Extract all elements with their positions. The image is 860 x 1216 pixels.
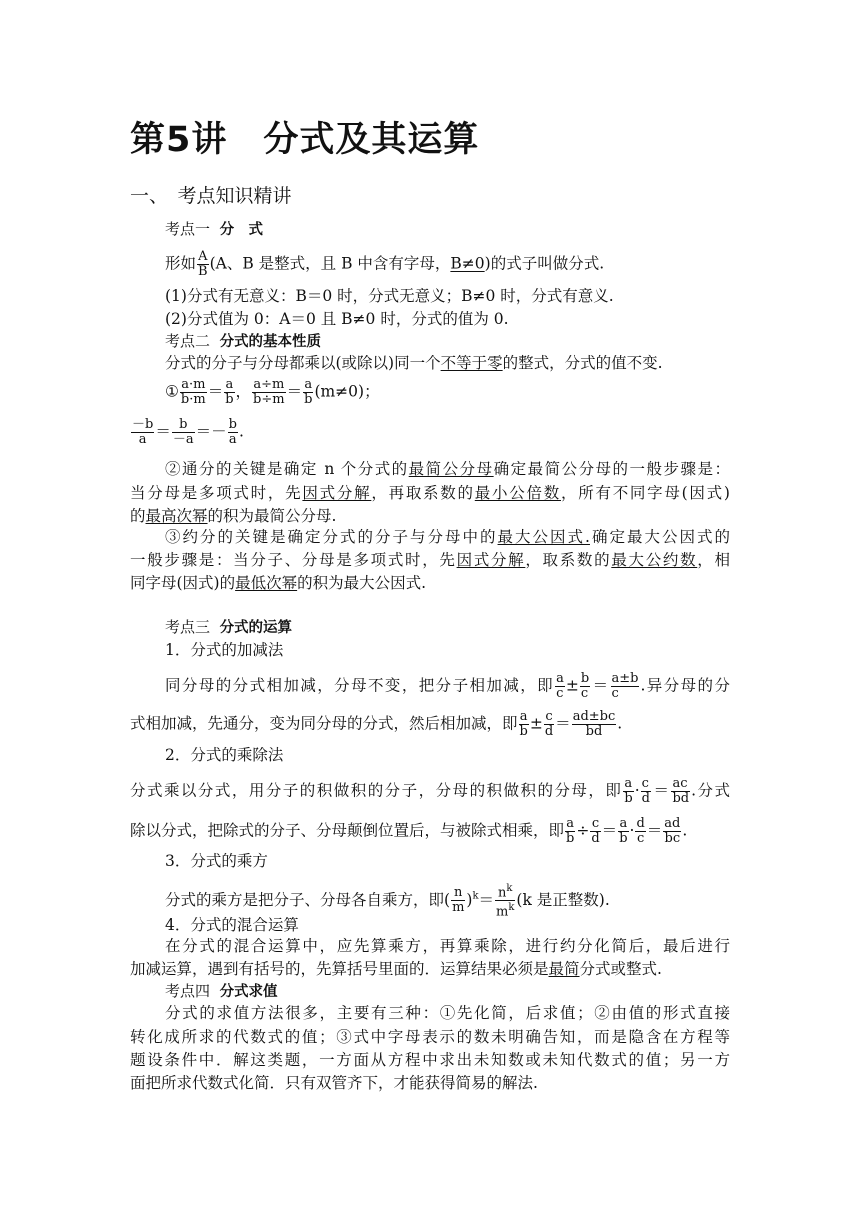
fraction — [635, 817, 645, 846]
equals: ＝ — [478, 890, 495, 909]
kp2-p2-line2 — [130, 483, 730, 503]
frac-den: d — [544, 724, 554, 739]
text: .异分母的分 — [640, 676, 730, 695]
kp3-div-line — [130, 817, 730, 846]
equals: ＝ — [646, 821, 663, 840]
fraction — [590, 817, 600, 846]
exponent: k — [472, 890, 479, 902]
times: · — [634, 781, 640, 800]
equals: ＝ — [286, 382, 303, 401]
fraction — [180, 378, 207, 407]
frac-num: a — [566, 816, 575, 831]
kp1-def-post: )的式子叫做分式. — [484, 254, 605, 273]
frac-num: a — [225, 377, 234, 392]
fraction — [671, 777, 690, 806]
kp3-sub-2: 2．分式的乘除法 — [165, 746, 284, 764]
kp4-label: 考点四 — [165, 982, 211, 1000]
frac-num: A — [198, 249, 208, 264]
frac-den: c — [636, 831, 645, 846]
frac-den: B — [198, 264, 208, 279]
text: 式相加减，先通分，变为同分母的分式，然后相加减，即 — [130, 714, 518, 733]
circle-number-1: ① — [165, 382, 179, 401]
kp2-p1-post: 的整式，分式的值不变. — [502, 354, 663, 372]
equals: ＝ — [555, 714, 571, 733]
plus-minus: ± — [565, 676, 579, 695]
text-run: 的 — [130, 507, 146, 525]
frac-den: a — [228, 432, 237, 447]
condition: (m≠0)； — [314, 382, 380, 401]
underlined-term: 最小公倍数 — [474, 484, 561, 502]
kp2-p1-pre: 分式的分子与分母都乘以(或除以)同一个 — [165, 354, 441, 372]
fraction — [172, 418, 195, 447]
frac-den: b·m — [180, 392, 206, 407]
divide: ÷ — [576, 821, 590, 840]
frac-den: c — [580, 686, 589, 701]
frac-den: b — [225, 392, 234, 407]
fraction — [495, 882, 515, 920]
fraction — [228, 418, 238, 447]
frac-den: －a — [172, 432, 194, 447]
fraction — [303, 378, 313, 407]
kp3-power-line: 分式的乘方是把分子、分母各自乘方，即( $\frac{n}{m}$ )$^k$＝ $\frac{n^k}{m^k}$ (k 是正整数). — [165, 883, 610, 920]
text-run: ，所有不同字母(因式) — [560, 484, 730, 502]
fraction — [519, 710, 529, 739]
underlined-term: 最大公约数 — [611, 551, 698, 569]
kp3-heading — [165, 617, 730, 638]
frac-den: b — [619, 831, 628, 846]
frac-num: c — [591, 816, 600, 831]
kp3-add-line1 — [165, 672, 730, 701]
kp2-label: 考点二 — [165, 332, 211, 350]
plus-minus: ± — [529, 714, 543, 733]
kp3-add-line2 — [130, 710, 730, 739]
kp1-def-mid: (A、B 是整式，且 B 中含有字母， — [209, 254, 451, 273]
text-run: 的积为最简公分母. — [207, 507, 337, 525]
kp3-mixed-line2 — [130, 959, 730, 979]
kp4-line2: 转化成所求的代数式的值；③式中字母表示的数未明确告知，而是隐含在方程等 — [130, 1028, 730, 1046]
text-run: ，取系数的 — [525, 551, 612, 569]
text-run: ②通分的关键是确定 n 个分式的 — [165, 460, 409, 478]
fraction — [663, 817, 681, 846]
frac-den: c — [611, 686, 619, 701]
kp4-name: 分式求值 — [219, 984, 278, 1000]
frac-num: ad±bc — [572, 709, 616, 724]
times: · — [629, 821, 635, 840]
base: n — [498, 885, 507, 901]
kp3-mixed-line1: 在分式的混合运算中，应先算乘方，再算乘除，进行约分化简后，最后进行 — [165, 937, 730, 955]
frac-num: －b — [132, 417, 154, 432]
frac-num: d — [636, 816, 645, 831]
kp2-name: 分式的基本性质 — [219, 334, 322, 350]
period: . — [682, 821, 688, 840]
underlined-term: 因式分解 — [302, 484, 372, 502]
kp2-p2-line1 — [165, 459, 730, 479]
fraction — [544, 710, 554, 739]
text: 同分母的分式相加减，分母不变，把分子相加减，即 — [165, 676, 555, 695]
frac-num: a — [304, 377, 313, 392]
frac-num: a÷m — [253, 377, 285, 392]
fraction — [252, 378, 286, 407]
kp2-p1-underline: 不等于零 — [440, 354, 503, 372]
fraction — [224, 378, 234, 407]
frac-den: bd — [672, 791, 690, 806]
text-run: 当分母是多项式时，先 — [130, 484, 303, 502]
underlined-term: 最低次幂 — [235, 574, 298, 592]
frac-den: bd — [585, 724, 603, 739]
kp3-sub-4: 4．分式的混合运算 — [165, 916, 299, 934]
kp3-sub-1: 1．分式的加减法 — [165, 641, 284, 659]
frac-num: b — [228, 417, 237, 432]
exponent: k — [508, 902, 515, 914]
fraction-a-over-b — [197, 250, 209, 279]
kp2-p3-line3 — [130, 573, 730, 593]
kp4-heading — [165, 981, 730, 1002]
fraction — [641, 777, 651, 806]
equals: ＝ — [591, 676, 610, 695]
frac-den: c — [556, 686, 564, 701]
kp2-p3-line1 — [165, 527, 730, 547]
kp2-p2-line3 — [130, 506, 730, 526]
kp3-name: 分式的运算 — [219, 620, 293, 636]
period: . — [617, 714, 623, 733]
equals: ＝ — [195, 422, 212, 441]
frac-den: b — [304, 392, 313, 407]
frac-den: bc — [664, 831, 681, 846]
frac-den: d — [591, 831, 600, 846]
kp3-mul-line1 — [130, 777, 730, 806]
kp2-p3-line2 — [130, 550, 730, 570]
fraction — [580, 672, 590, 701]
text: 除以分式，把除式的分子、分母颠倒位置后，与被除式相乘，即 — [130, 821, 565, 840]
section-heading: 一、 考点知识精讲 — [130, 185, 292, 207]
exponent: k — [506, 883, 513, 894]
comma: ， — [235, 382, 252, 401]
frac-den: b — [519, 724, 528, 739]
frac-num — [495, 882, 515, 901]
text-run: ③约分的关键是确定分式的分子与分母中的 — [165, 528, 498, 546]
frac-num: ac — [671, 777, 690, 792]
kp1-label: 考点一 — [165, 220, 211, 238]
minus: － — [211, 422, 227, 441]
kp1-def-pre: 形如 — [165, 254, 197, 273]
frac-num: a±b — [611, 671, 639, 686]
frac-num: a·m — [181, 377, 206, 392]
text: 分式的乘方是把分子、分母各自乘方，即( — [165, 890, 451, 909]
text: .分式 — [691, 781, 730, 800]
underlined-term: 最高次幂 — [145, 507, 208, 525]
kp1-def-underline: B≠0 — [450, 254, 485, 273]
underlined-term: 最大公因式. — [497, 528, 590, 546]
frac-den: b — [566, 831, 575, 846]
text-run: ，相 — [697, 551, 730, 569]
fraction — [618, 817, 628, 846]
fraction — [131, 418, 154, 447]
frac-den: d — [641, 791, 650, 806]
underlined-term: 最简公分母 — [408, 460, 494, 478]
frac-num: ad — [664, 816, 681, 831]
kp3-sub-3: 3．分式的乘方 — [165, 852, 268, 870]
fraction — [451, 886, 465, 915]
text-run: 的积为最大公因式. — [297, 574, 427, 592]
text: 分式乘以分式，用分子的积做积的分子，分母的积做积的分母，即 — [130, 781, 623, 800]
fraction — [572, 710, 617, 739]
frac-num: a — [619, 816, 628, 831]
fraction — [623, 777, 633, 806]
text-run: 确定最简公分母的一般步骤是： — [493, 460, 730, 478]
text: (k 是正整数). — [516, 890, 610, 909]
kp1-definition — [165, 250, 730, 279]
text: 分式或整式. — [579, 960, 662, 978]
text: 加减运算，遇到有括号的，先算括号里面的．运算结果必须是 — [130, 960, 549, 978]
kp2-formula-1 — [165, 378, 730, 407]
frac-num: a — [624, 776, 633, 791]
kp1-heading — [165, 219, 730, 240]
text-run: 同字母(因式)的 — [130, 574, 236, 592]
frac-num: a — [519, 709, 528, 724]
frac-num: b — [580, 671, 590, 686]
kp2-heading — [165, 331, 730, 352]
kp1-name: 分 式 — [219, 222, 264, 238]
kp1-item-1: (1)分式有无意义：B＝0 时，分式无意义；B≠0 时，分式有意义. — [165, 287, 614, 305]
frac-num: n — [451, 886, 465, 901]
kp4-line1: 分式的求值方法很多，主要有三种：①先化简，后求值；②由值的形式直接 — [165, 1004, 730, 1022]
equals: ＝ — [155, 422, 171, 441]
kp3-label: 考点三 — [165, 618, 211, 636]
fraction — [611, 672, 640, 701]
kp4-line4: 面把所求代数式化简．只有双管齐下，才能获得简易的解法. — [130, 1074, 538, 1092]
frac-den: m — [452, 900, 465, 916]
frac-num: c — [545, 709, 553, 724]
page-title: 第5讲 分式及其运算 — [130, 120, 480, 160]
frac-den: b — [624, 791, 633, 806]
text-run: ，再取系数的 — [371, 484, 475, 502]
fraction — [565, 817, 575, 846]
text-run: 确定最大公因式的 — [589, 528, 730, 546]
frac-den: a — [138, 432, 147, 447]
equals: ＝ — [601, 821, 618, 840]
equals: ＝ — [207, 382, 224, 401]
kp1-item-2: (2)分式值为 0：A＝0 且 B≠0 时，分式的值为 0. — [165, 310, 509, 328]
period: . — [238, 422, 244, 441]
frac-num: b — [172, 418, 195, 433]
underline: 最简 — [548, 960, 580, 978]
kp4-line3: 题设条件中．解这类题，一方面从方程中求出未知数或未知代数式的值；另一方 — [130, 1051, 730, 1069]
frac-num: a — [556, 671, 564, 686]
frac-num: c — [641, 777, 651, 792]
underlined-term: 因式分解 — [456, 551, 526, 569]
kp2-formula-2 — [130, 418, 730, 447]
text-run: 一般步骤是：当分子、分母是多项式时，先 — [130, 551, 457, 569]
kp2-property — [165, 353, 730, 373]
fraction — [555, 672, 565, 701]
base: m — [496, 904, 509, 920]
equals: ＝ — [651, 781, 671, 800]
frac-den: b÷m — [253, 392, 285, 407]
